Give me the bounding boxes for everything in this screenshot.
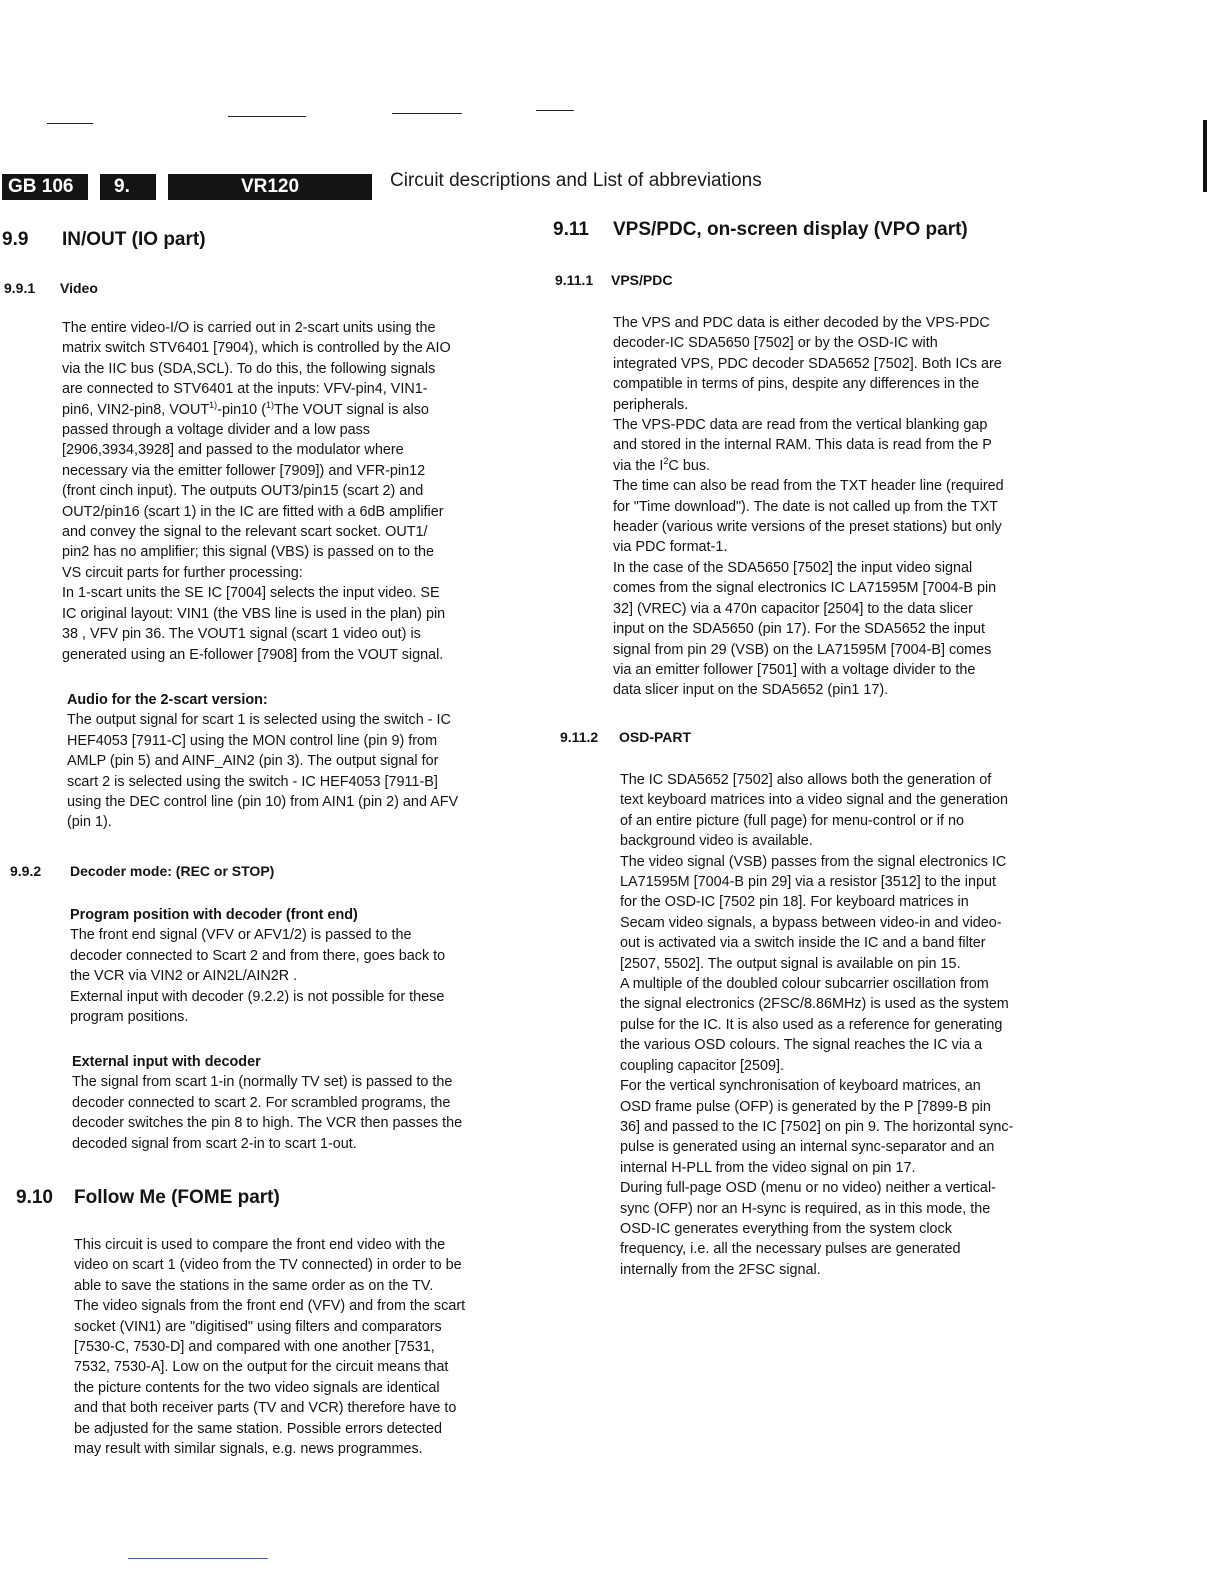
model-badge: VR120 — [168, 174, 372, 200]
scan-line — [536, 110, 574, 111]
paragraph-osd-part: The IC SDA5652 [7502] also allows both the generation of text keyboard matrices into a video signal and the generation of an entire picture (full page) for menu-control or if no background video is available. The video signal (VSB) passes from the signal electronics IC LA71595M [7004-B pin 29] via a resistor [3512] to the input for the OSD-IC [7502 pin 18]. For keyboard matrices in Secam video signals, a bypass between video-in and video- out is activated via a switch inside the IC and a band filter [2507, 5502]. The output signal is available on pin 15. A multiple of the doubled colour subcarrier oscillation from the signal electronics (2FSC/8.86MHz) is used as the system pulse for the IC. It is also used as a reference for generating the various OSD colours. The signal reaches the IC via a coupling capacitor [2509]. For the vertical synchronisation of keyboard matrices, an OSD frame pulse (OFP) is generated by the P [7899-B pin 36] and passed to the IC [7502] on pin 9. The horizontal sync- pulse is generated using an internal sync-separator and an internal H-PLL from the video signal on pin 17. During full-page OSD (menu or no video) neither a vertical- sync (OFP) nor an H-sync is required, as in this mode, the OSD-IC generates everything from the system clock frequency, i.e. all the necessary pulses are generated internally from the 2FSC signal. — [620, 772, 1014, 1278]
section-heading-9-10: 9.10 Follow Me (FOME part) — [16, 1187, 280, 1208]
paragraph-audio: Audio for the 2-scart version: The output signal for scart 1 is selected using the switch - IC HEF4053 [7911-C] using the MON control line (pin 9) from AMLP (pin 5) and AINF_AIN2 (pin 3). The output signal for scart 2 is selected using the switch - IC HEF4053 [7911-B] using the DEC control line (pin 10) from AIN1 (pin 2) and AFV (pin 1). — [67, 692, 459, 831]
subsection-heading-9-9-2: 9.9.2 Decoder mode: (REC or STOP) — [10, 863, 275, 879]
paragraph-external-input: External input with decoder The signal from scart 1-in (normally TV set) is passed to the decoder connected to scart 2. For scrambled programs, the decoder switches the pin 8 to high. The VCR then passes the decoded signal from scart 2-in to scart 1-out. — [72, 1054, 463, 1152]
scan-line — [228, 116, 306, 117]
chapter-badge: 9. — [100, 174, 156, 200]
subsection-heading-9-11-2: 9.11.2 OSD-PART — [560, 729, 692, 745]
subsection-heading-9-9-1: 9.9.1 Video — [4, 280, 98, 296]
page-header — [0, 170, 1224, 204]
paragraph-program-position: Program position with decoder (front end) The front end signal (VFV or AFV1/2) is passed to the decoder connected to Scart 2 and from there, goes back to the VCR via VIN2 or AIN2L/AIN2R . External input with decoder (9.2.2) is not possible for these program positions. — [70, 907, 446, 1026]
paragraph-vps-pdc: The VPS and PDC data is either decoded by the VPS-PDC decoder-IC SDA5650 [7502] or by the OSD-IC with integrated VPS, PDC decoder SDA5652 [7502]. Both ICs are compatible in terms of pins, despite any differences in the peripherals. The VPS-PDC data are read from the vertical blanking gap and stored in the internal RAM. This data is read from the P via the $I^2C$ bus. The time can also be read from the TXT header line (required for "Time download"). The date is not called up from the TXT header (various write versions of the preset stations) but only via PDC format-1. In the case of the SDA5650 [7502] the input video signal comes from the signal electronics IC LA71595M [7004-B pin 32] (VREC) via a 470n capacitor [2504] to the data slicer input on the SDA5650 (pin 17). For the SDA5652 the input signal from pin 29 (VSB) on the LA71595M [7004-B] comes via an emitter follower [7501] with a voltage divider to the data slicer input on the SDA5652 (pin1 17). — [613, 315, 1004, 699]
page-title: Circuit descriptions and List of abbreviations — [390, 170, 762, 191]
page-code-badge: GB 106 — [2, 174, 88, 200]
paragraph-follow-me: This circuit is used to compare the front end video with the video on scart 1 (video from the TV connected) in order to be able to save the stations in the same order as on the TV. The video signals from the front end (VFV) and from the scart socket (VIN1) are "digitised" using filters and comparators [7530-C, 7530-D] and compared with one another [7531, 7532, 7530-A]. Low on the output for the circuit means that the picture contents for the two video signals are identical and that both receiver parts (TV and VCR) therefore have to be adjusted for the same station. Possible errors detected may result with similar signals, e.g. news programmes. — [74, 1237, 466, 1458]
scan-line — [47, 123, 93, 124]
paragraph-video: The entire video-I/O is carried out in 2-scart units using the matrix switch STV6401 [7904), which is controlled by the AIO via the IIC bus (SDA,SCL). To do this, the following signals are connected to STV6401 at the inputs: VFV-pin4, VIN1- pin6, VIN2-pin8, VOUT$^{1)}$-pin10 ($^{1)}$The VOUT signal is also passed through a voltage divider and a low pass [2906,3934,3928] and passed to the modulator where necessary via the emitter follower [7909]) and VFR-pin12 (front cinch input). The outputs OUT3/pin15 (scart 2) and OUT2/pin16 (scart 1) in the IC are fitted with a 6dB amplifier and convey the signal to the relevant scart socket. OUT1/ pin2 has no amplifier; this signal (VBS) is passed on to the VS circuit parts for further processing: In 1-scart units the SE IC [7004] selects the input video. SE IC original layout: VIN1 (the VBS line is used in the plan) pin 38 , VFV pin 36. The VOUT1 signal (scart 1 video out) is generated using an E-follower [7908] from the VOUT signal. — [62, 320, 451, 663]
scan-line — [392, 113, 462, 114]
footer-rule — [128, 1558, 268, 1559]
section-heading-9-11: 9.11 VPS/PDC, on-screen display (VPO part) — [553, 219, 968, 240]
subsection-heading-9-11-1: 9.11.1 VPS/PDC — [555, 272, 673, 288]
section-heading-9-9: 9.9 IN/OUT (IO part) — [2, 229, 206, 250]
